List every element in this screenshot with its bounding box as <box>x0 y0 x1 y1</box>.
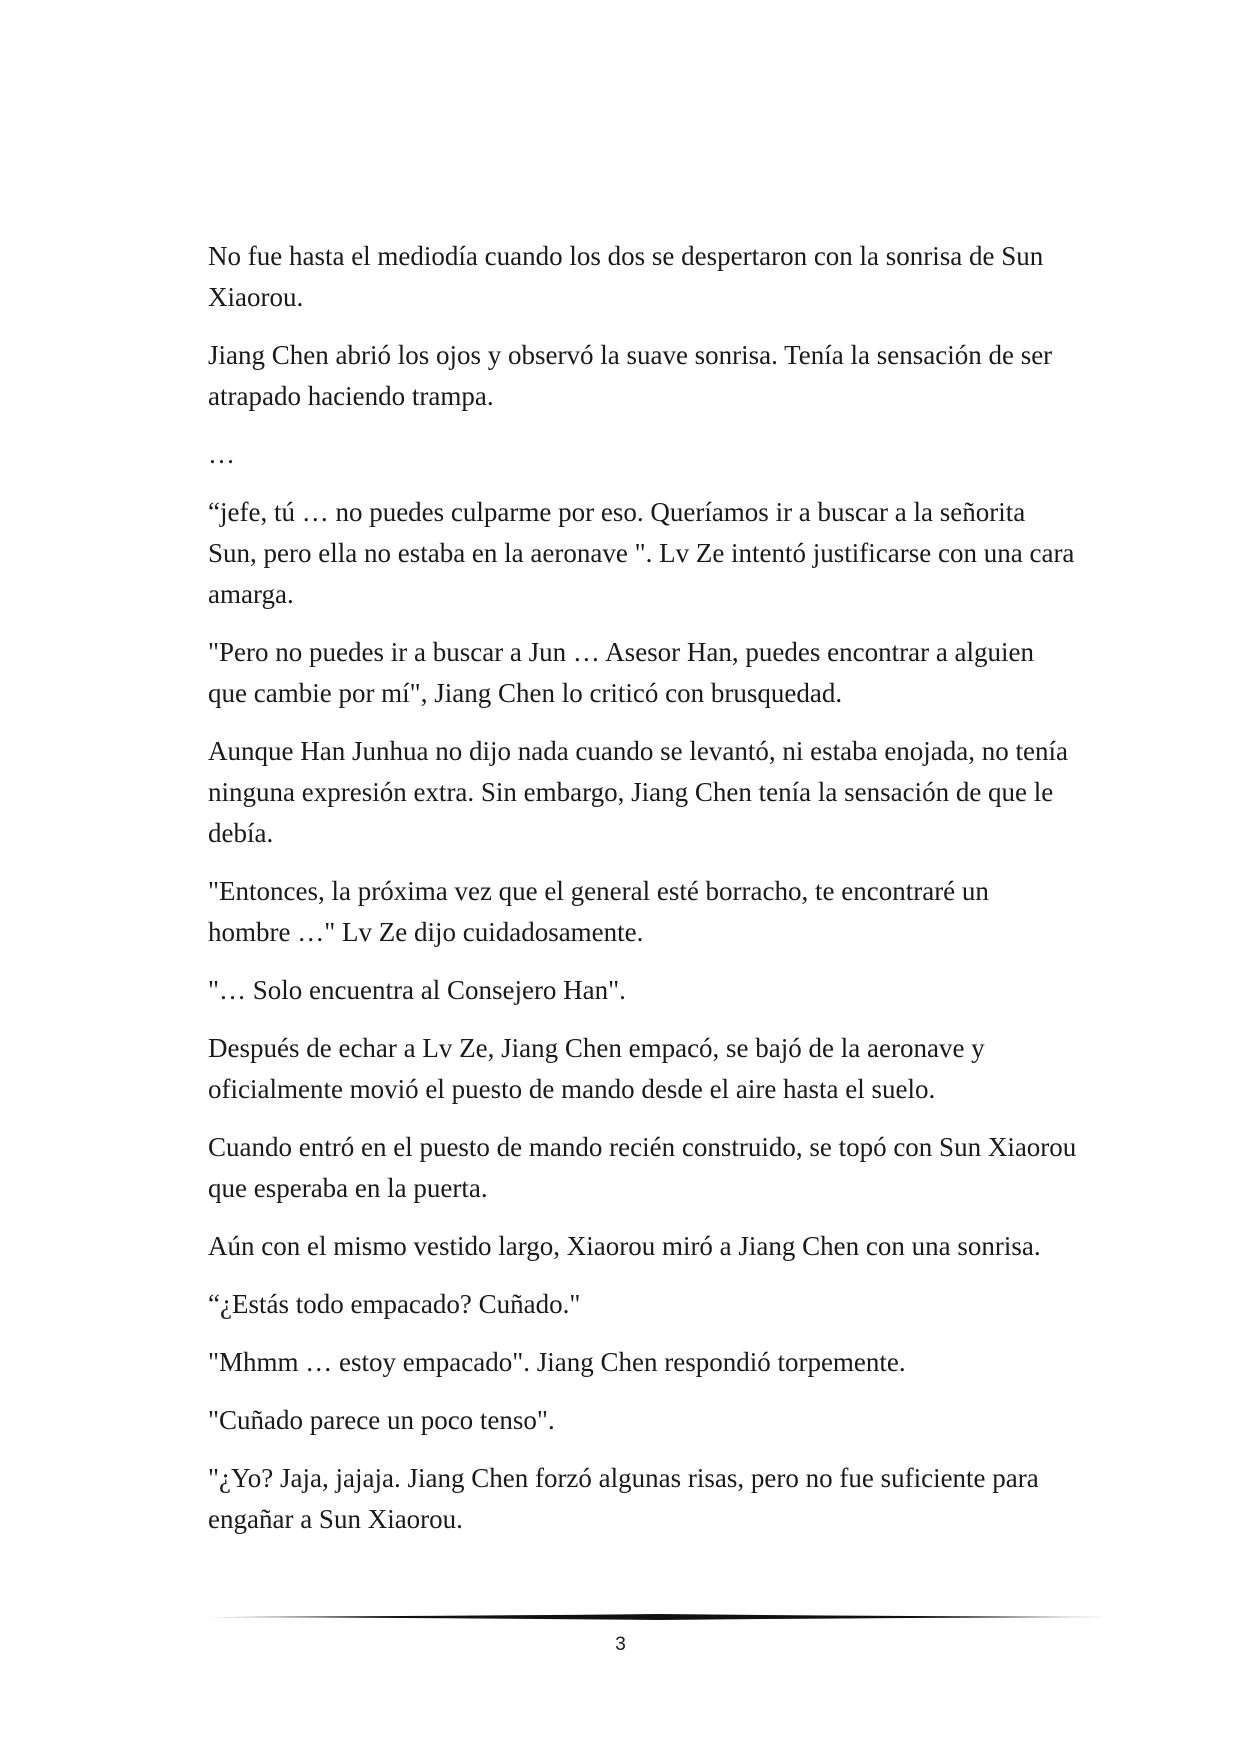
paragraph-8: "… Solo encuentra al Consejero Han". <box>208 975 626 1005</box>
paragraph-1: No fue hasta el mediodía cuando los dos se despertaron con la sonrisa de Sun Xiaorou. <box>208 241 1044 312</box>
paragraph-14: "Cuñado parece un poco tenso". <box>208 1405 555 1435</box>
paragraph-3: … <box>208 439 235 469</box>
body-text <box>208 236 1078 1557</box>
paragraph-6: Aunque Han Junhua no dijo nada cuando se levantó, ni estaba enojada, no tenía ninguna expresión extra. Sin embargo, Jiang Chen tenía la sensación de que le debía. <box>208 736 1068 848</box>
page-number: 3 <box>615 1634 626 1655</box>
paragraph-7: "Entonces, la próxima vez que el general esté borracho, te encontraré un hombre …" Lv Ze dijo cuidadosamente. <box>208 876 989 947</box>
paragraph-5: "Pero no puedes ir a buscar a Jun … Asesor Han, puedes encontrar a alguien que cambie por mí", Jiang Chen lo criticó con brusquedad. <box>208 637 1035 708</box>
paragraph-13: "Mhmm … estoy empacado". Jiang Chen respondió torpemente. <box>208 1347 906 1377</box>
paragraph-11: Aún con el mismo vestido largo, Xiaorou miró a Jiang Chen con una sonrisa. <box>208 1231 1041 1261</box>
footer-divider-stroke <box>208 1614 1108 1620</box>
footer-divider <box>208 1612 1108 1622</box>
paragraph-15: "¿Yo? Jaja, jajaja. Jiang Chen forzó algunas risas, pero no fue suficiente para engañar a Sun Xiaorou. <box>208 1463 1039 1534</box>
paragraph-10: Cuando entró en el puesto de mando recién construido, se topó con Sun Xiaorou que esperaba en la puerta. <box>208 1132 1077 1203</box>
paragraph-4: “jefe, tú … no puedes culparme por eso. Queríamos ir a buscar a la señorita Sun, pero ella no estaba en la aeronave ". Lv Ze intentó justificarse con una cara amarga. <box>208 497 1075 609</box>
paragraph-9: Después de echar a Lv Ze, Jiang Chen empacó, se bajó de la aeronave y oficialmente movió el puesto de mando desde el aire hasta el suelo. <box>208 1033 985 1104</box>
paragraph-2: Jiang Chen abrió los ojos y observó la suave sonrisa. Tenía la sensación de ser atrapado haciendo trampa. <box>208 340 1053 411</box>
paragraph-12: “¿Estás todo empacado? Cuñado." <box>208 1289 581 1319</box>
